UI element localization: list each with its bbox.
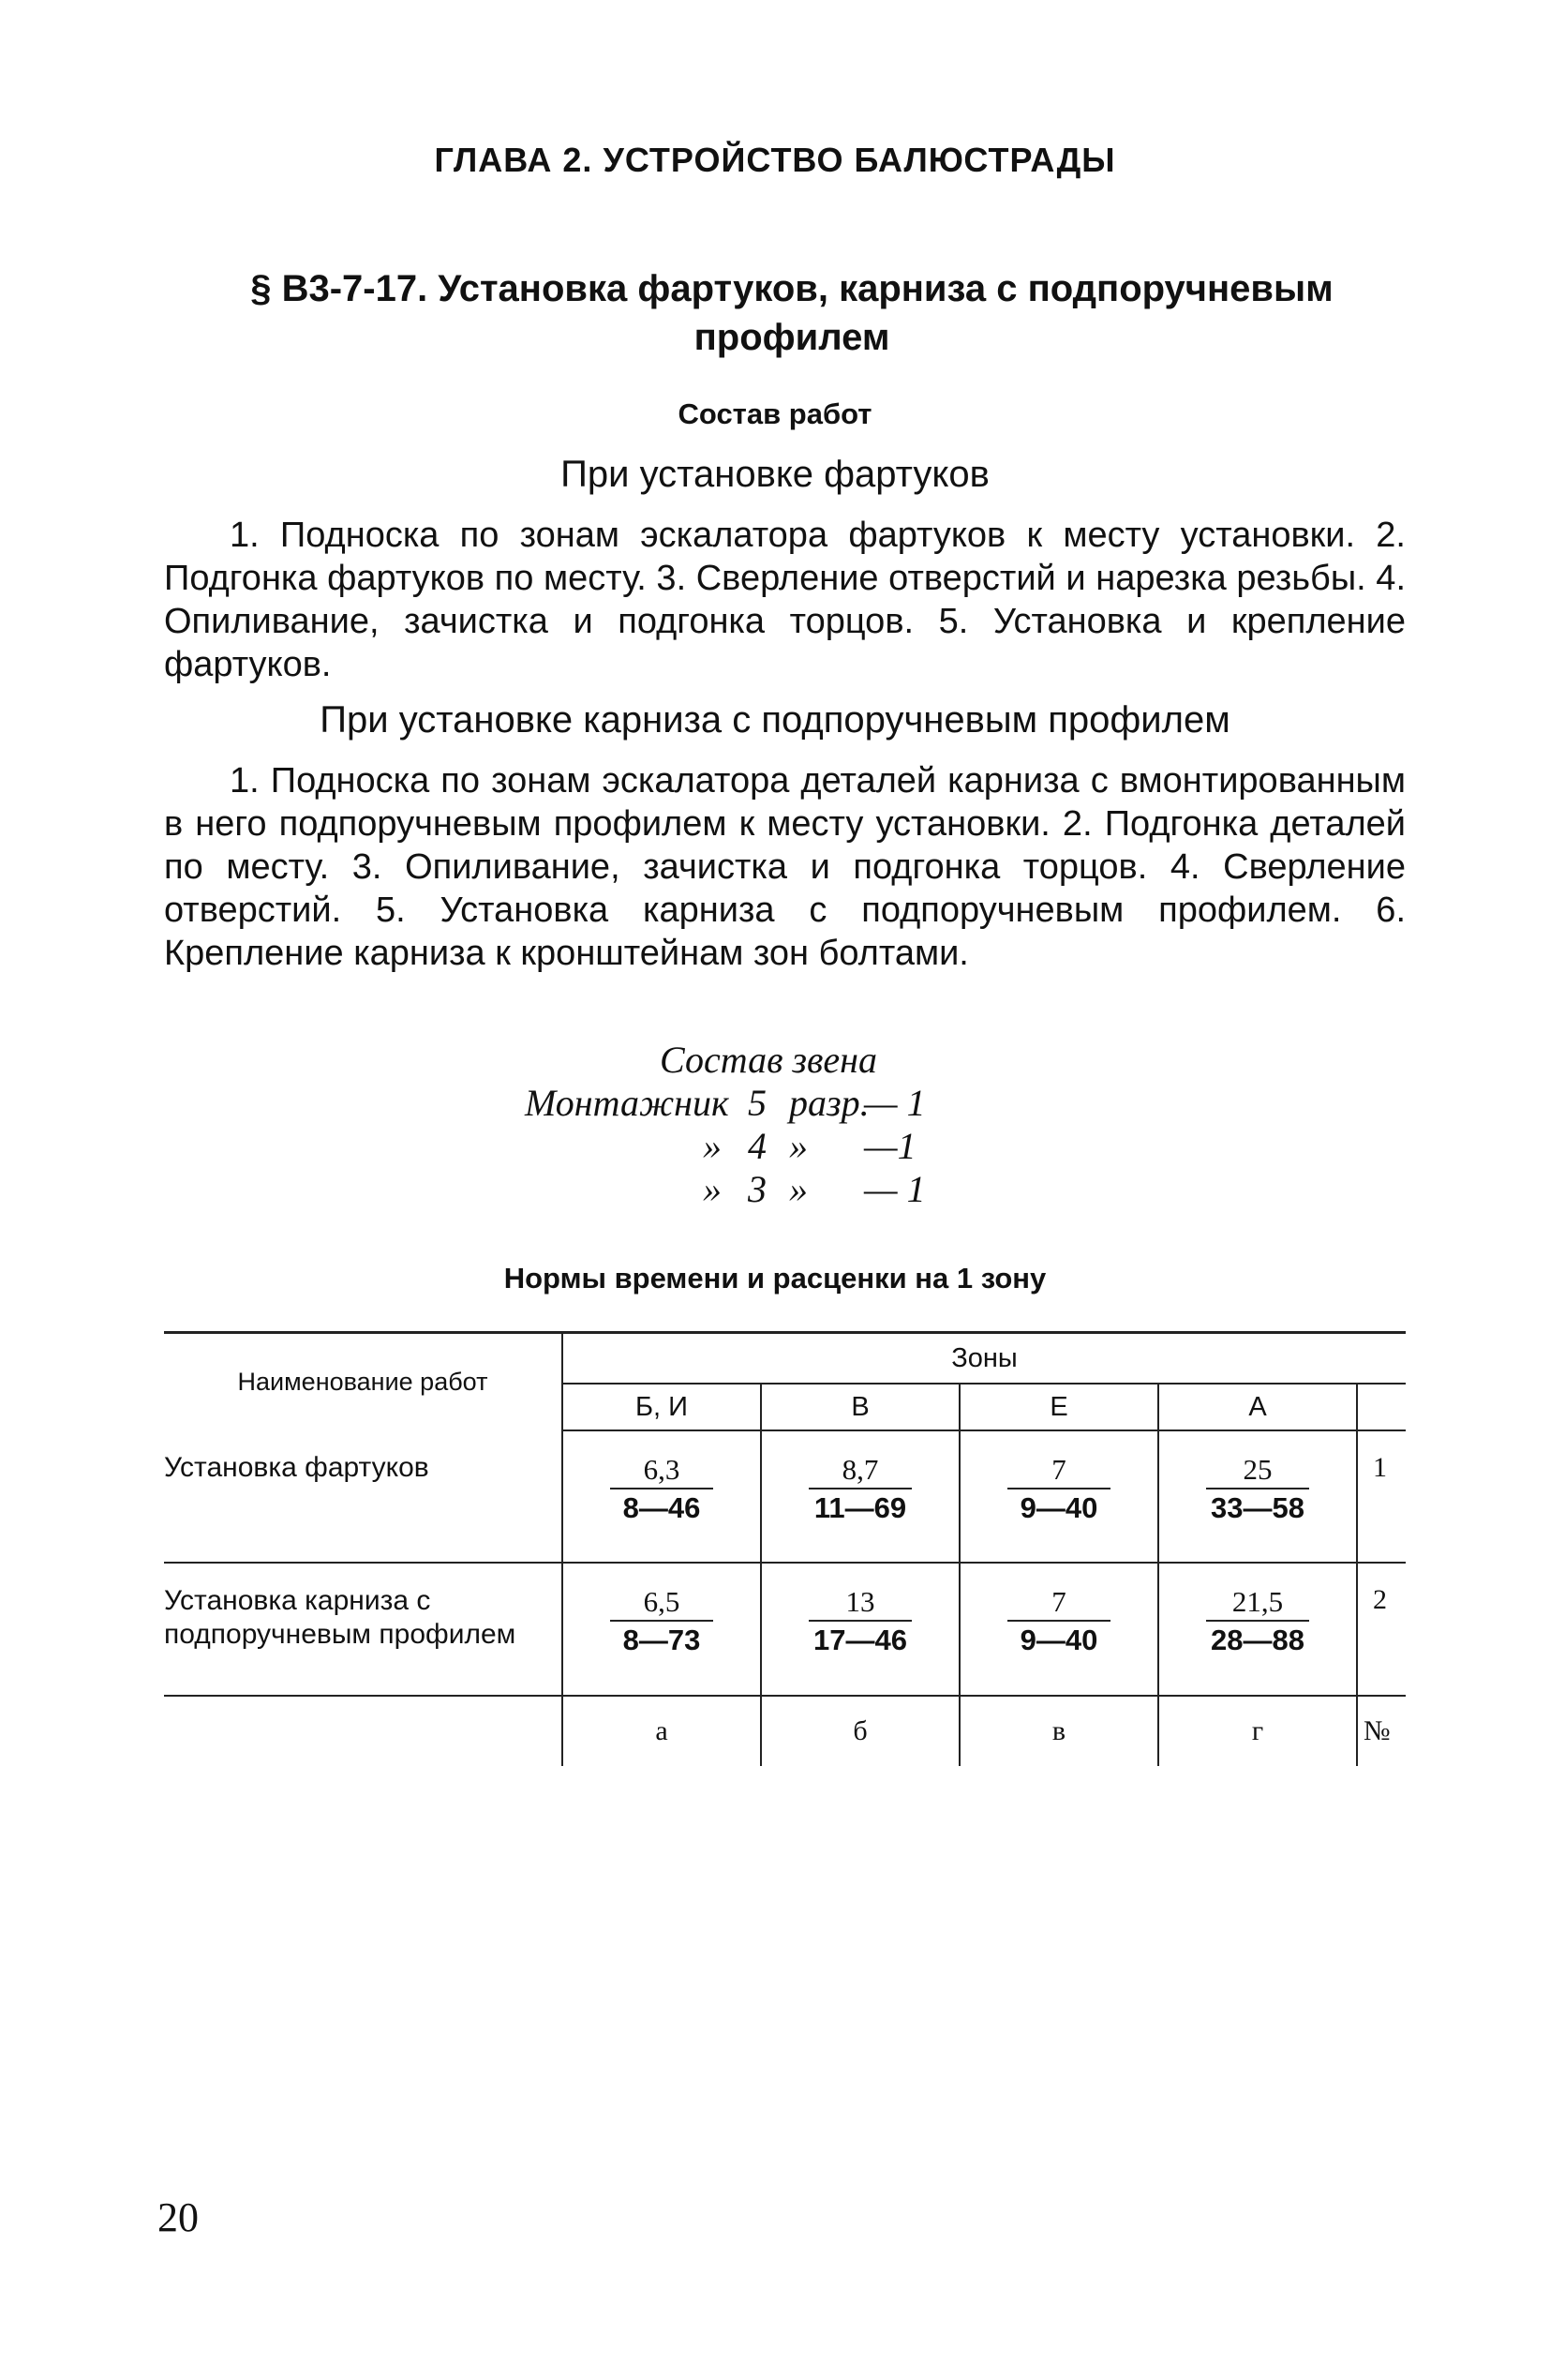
table-cell (562, 1563, 761, 1696)
crew-count: — 1 (864, 1168, 926, 1210)
work-name: Установка карниза с подпоручневым профилем (164, 1563, 562, 1696)
crew-grade: 3 (748, 1168, 767, 1210)
column-letter: г (1158, 1696, 1357, 1766)
zones-header: Зоны (562, 1334, 1406, 1384)
rate: 8—73 (622, 1624, 701, 1656)
crew-grade: 4 (748, 1125, 767, 1167)
table-cell (1158, 1563, 1357, 1696)
crew-role: » (703, 1125, 722, 1167)
page-number: 20 (157, 2194, 199, 2240)
time-norm: 7 (1007, 1584, 1110, 1622)
row-number: 1 (1357, 1430, 1406, 1563)
name-column-header: Наименование работ (164, 1334, 562, 1430)
crew-role: » (703, 1168, 722, 1210)
time-norm: 8,7 (809, 1452, 912, 1489)
crew-count: — 1 (864, 1082, 926, 1124)
number-header-blank (1357, 1384, 1406, 1430)
time-norm: 21,5 (1206, 1584, 1309, 1622)
zone-header: В (761, 1384, 960, 1430)
column-letter: а (562, 1696, 761, 1766)
chapter-title: ГЛАВА 2. УСТРОЙСТВО БАЛЮСТРАДЫ (434, 141, 1116, 179)
norms-heading: Нормы времени и расценки на 1 зону (503, 1262, 1047, 1295)
crew-unit: » (789, 1168, 808, 1210)
crew-row (525, 1168, 1031, 1211)
rate: 11—69 (813, 1491, 907, 1524)
table-header-row (164, 1334, 1406, 1384)
crew-grade: 5 (748, 1082, 767, 1124)
row-number: 2 (1357, 1563, 1406, 1696)
table-cell (960, 1430, 1158, 1563)
table-cell (960, 1563, 1158, 1696)
rate: 8—46 (622, 1491, 701, 1524)
time-norm: 13 (809, 1584, 912, 1622)
section-title: § В3-7-17. Установка фартуков, карниза с подпоручневым профилем (250, 268, 1334, 358)
table-cell (761, 1563, 960, 1696)
table-cell (761, 1430, 960, 1563)
work-composition-heading: Состав работ (678, 397, 872, 430)
crew-unit: » (789, 1125, 808, 1167)
table-row (164, 1430, 1406, 1563)
rate: 17—46 (813, 1624, 907, 1656)
crew-count: —1 (864, 1125, 917, 1167)
norms-table (164, 1331, 1406, 1766)
rate: 9—40 (1020, 1491, 1098, 1524)
crew-row (525, 1125, 1031, 1168)
time-norm: 25 (1206, 1452, 1309, 1489)
time-norm: 7 (1007, 1452, 1110, 1489)
aprons-text: 1. Подноска по зонам эскалатора фартуков к месту установки. 2. Подгонка фартуков по месту. 3. Сверление отверстий и нарезка резьбы. 4. Опиливание, зачистка и подгонка торцов. 5. Установка и крепление фартуков. (164, 516, 1406, 684)
blank-cell (164, 1696, 562, 1766)
zone-header: Б, И (562, 1384, 761, 1430)
crew-role: Монтажник (525, 1082, 729, 1124)
crew-row (525, 1082, 1031, 1125)
crew-heading: Состав звена (659, 1039, 877, 1081)
rate: 33—58 (1211, 1491, 1304, 1524)
rate: 28—88 (1211, 1624, 1304, 1656)
time-norm: 6,5 (610, 1584, 713, 1622)
work-name: Установка фартуков (164, 1430, 562, 1563)
time-norm: 6,3 (610, 1452, 713, 1489)
column-letter: в (960, 1696, 1158, 1766)
zone-header: Е (960, 1384, 1158, 1430)
table-cell (562, 1430, 761, 1563)
crew-composition (525, 1039, 1031, 1211)
cornice-heading: При установке карниза с подпоручневым профилем (320, 699, 1230, 741)
table-cell (1158, 1430, 1357, 1563)
table-row (164, 1563, 1406, 1696)
rate: 9—40 (1020, 1624, 1098, 1656)
crew-unit: разр. (789, 1082, 870, 1124)
number-label: № (1364, 1715, 1391, 1746)
cornice-text: 1. Подноска по зонам эскалатора деталей карниза с вмонтированным в него подпоручневым профилем к месту установки. 2. Подгонка деталей по месту. 3. Опиливание, зачистка и подгонка торцов. 4. Сверление отверстий. 5. Установка карниза с подпоручневым профилем. 6. Крепление карниза к кронштейнам зон болтами. (164, 761, 1406, 973)
column-letters-row (164, 1696, 1406, 1766)
zone-header: А (1158, 1384, 1357, 1430)
column-letter: б (761, 1696, 960, 1766)
aprons-heading: При установке фартуков (560, 454, 990, 495)
